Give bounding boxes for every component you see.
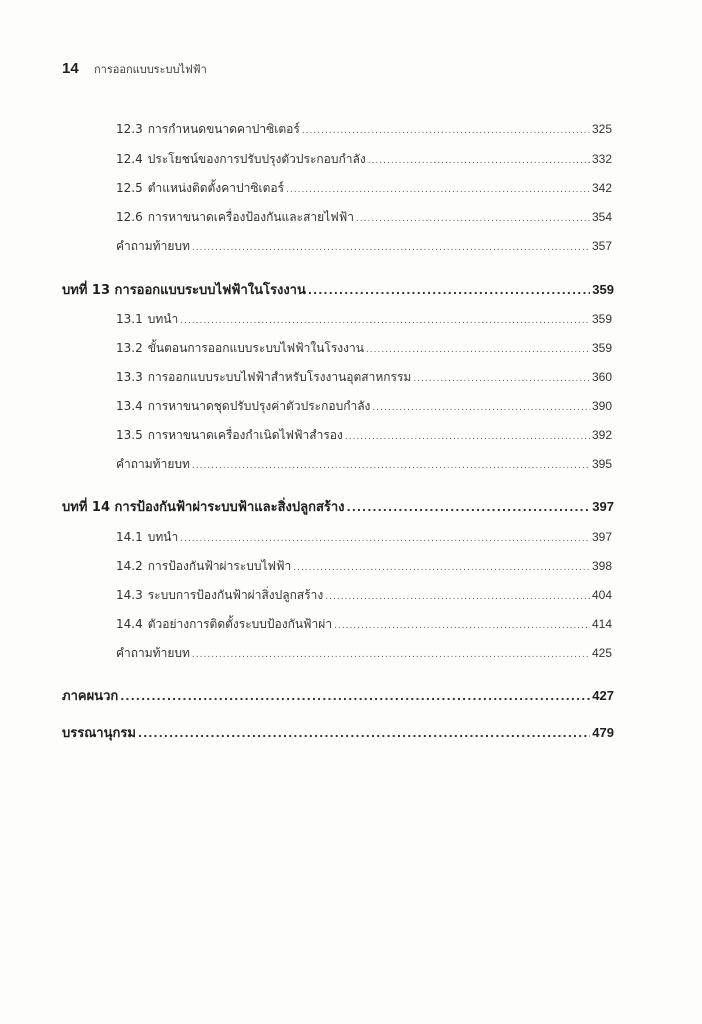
section-number: 12.5 bbox=[116, 181, 143, 195]
section-number: 13.4 bbox=[116, 399, 143, 413]
toc-appendix bbox=[62, 685, 614, 706]
section-number: 14.4 bbox=[116, 617, 143, 631]
toc-entry bbox=[116, 208, 612, 227]
book-title: การออกแบบระบบไฟฟ้า bbox=[94, 63, 207, 76]
toc-entry bbox=[116, 557, 612, 576]
chapter-title: บทที่ 13 การออกแบบระบบไฟฟ้าในโรงงาน bbox=[62, 283, 306, 298]
section-page: 397 bbox=[591, 530, 612, 544]
dot-leader bbox=[138, 727, 590, 740]
section-title: ตำแหน่งติดตั้งคาปาซิเตอร์ bbox=[147, 181, 285, 195]
section-page: 332 bbox=[591, 152, 612, 166]
toc-entry bbox=[116, 397, 612, 416]
toc-entry bbox=[116, 179, 612, 198]
section-number: 12.3 bbox=[116, 122, 143, 136]
toc-entry bbox=[116, 426, 612, 445]
toc-entry bbox=[116, 310, 612, 329]
section-page: 414 bbox=[591, 617, 612, 631]
toc-entry bbox=[116, 339, 612, 358]
toc-entry bbox=[116, 586, 612, 605]
toc-chapter bbox=[62, 279, 614, 300]
dot-leader bbox=[356, 214, 590, 224]
section-title: บทนำ bbox=[147, 312, 179, 326]
section-page: 404 bbox=[591, 588, 612, 602]
dot-leader bbox=[180, 316, 590, 326]
toc-entry bbox=[116, 120, 612, 139]
section-page: 398 bbox=[591, 559, 612, 573]
section-number: 13.3 bbox=[116, 370, 143, 384]
section-title: การกำหนดขนาดคาปาซิเตอร์ bbox=[147, 122, 300, 136]
section-number: 14.1 bbox=[116, 530, 143, 544]
section-page: 325 bbox=[591, 122, 612, 136]
chapter-page: 397 bbox=[592, 499, 614, 514]
dot-leader bbox=[372, 403, 590, 413]
section-title: ประโยชน์ของการปรับปรุงตัวประกอบกำลัง bbox=[147, 152, 366, 166]
dot-leader bbox=[368, 156, 590, 166]
dot-leader bbox=[347, 501, 591, 514]
section-page: 359 bbox=[591, 341, 612, 355]
section-title: บทนำ bbox=[147, 530, 179, 544]
dot-leader bbox=[192, 243, 590, 253]
bibliography-page: 479 bbox=[592, 725, 614, 740]
section-page: 354 bbox=[591, 210, 612, 224]
section-number: 13.5 bbox=[116, 428, 143, 442]
section-number: 14.3 bbox=[116, 588, 143, 602]
toc-entry bbox=[116, 368, 612, 387]
toc-entry bbox=[116, 615, 612, 634]
section-page: 342 bbox=[591, 181, 612, 195]
dot-leader bbox=[302, 126, 590, 136]
dot-leader bbox=[345, 432, 590, 442]
section-page: 390 bbox=[591, 399, 612, 413]
section-title: คำถามท้ายบท bbox=[116, 646, 190, 660]
section-title: ระบบการป้องกันฟ้าผ่าสิ่งปลูกสร้าง bbox=[147, 588, 324, 602]
dot-leader bbox=[120, 690, 590, 703]
dot-leader bbox=[192, 650, 590, 660]
toc-entry bbox=[116, 644, 612, 663]
dot-leader bbox=[286, 185, 590, 195]
toc-entry bbox=[116, 237, 612, 256]
chapter-title: บทที่ 14 การป้องกันฟ้าผ่าระบบฟ้าและสิ่งปลูกสร้าง bbox=[62, 500, 345, 515]
toc-entry bbox=[116, 528, 612, 547]
section-title: ขั้นตอนการออกแบบระบบไฟฟ้าในโรงงาน bbox=[147, 341, 364, 355]
section-number: 14.2 bbox=[116, 559, 143, 573]
dot-leader bbox=[192, 461, 590, 471]
running-header bbox=[62, 60, 207, 80]
dot-leader bbox=[413, 374, 590, 384]
section-title: การหาขนาดเครื่องป้องกันและสายไฟฟ้า bbox=[147, 210, 354, 224]
section-page: 395 bbox=[591, 457, 612, 471]
dot-leader bbox=[334, 621, 590, 631]
section-title: การหาขนาดเครื่องกำเนิดไฟฟ้าสำรอง bbox=[147, 428, 343, 442]
section-title: คำถามท้ายบท bbox=[116, 457, 190, 471]
section-title: ตัวอย่างการติดตั้งระบบป้องกันฟ้าผ่า bbox=[147, 617, 333, 631]
section-page: 359 bbox=[591, 312, 612, 326]
bibliography-title: บรรณานุกรม bbox=[62, 726, 136, 741]
section-page: 392 bbox=[591, 428, 612, 442]
section-number: 12.4 bbox=[116, 152, 143, 166]
appendix-page: 427 bbox=[592, 688, 614, 703]
page-number: 14 bbox=[62, 60, 79, 77]
section-page: 425 bbox=[591, 646, 612, 660]
section-number: 12.6 bbox=[116, 210, 143, 224]
section-number: 13.2 bbox=[116, 341, 143, 355]
appendix-title: ภาคผนวก bbox=[62, 689, 119, 704]
toc-chapter bbox=[62, 496, 614, 517]
toc-entry bbox=[116, 455, 612, 474]
section-title: การป้องกันฟ้าผ่าระบบไฟฟ้า bbox=[147, 559, 292, 573]
dot-leader bbox=[180, 534, 590, 544]
section-page: 360 bbox=[591, 370, 612, 384]
section-number: 13.1 bbox=[116, 312, 143, 326]
dot-leader bbox=[366, 345, 590, 355]
toc-bibliography bbox=[62, 722, 614, 743]
section-title: คำถามท้ายบท bbox=[116, 239, 190, 253]
section-page: 357 bbox=[591, 239, 612, 253]
toc-entry bbox=[116, 150, 612, 169]
dot-leader bbox=[293, 563, 590, 573]
section-title: การออกแบบระบบไฟฟ้าสำหรับโรงงานอุตสาหกรรม bbox=[147, 370, 412, 384]
chapter-page: 359 bbox=[592, 282, 614, 297]
section-title: การหาขนาดชุดปรับปรุงค่าตัวประกอบกำลัง bbox=[147, 399, 371, 413]
dot-leader bbox=[325, 592, 590, 602]
dot-leader bbox=[308, 284, 590, 297]
